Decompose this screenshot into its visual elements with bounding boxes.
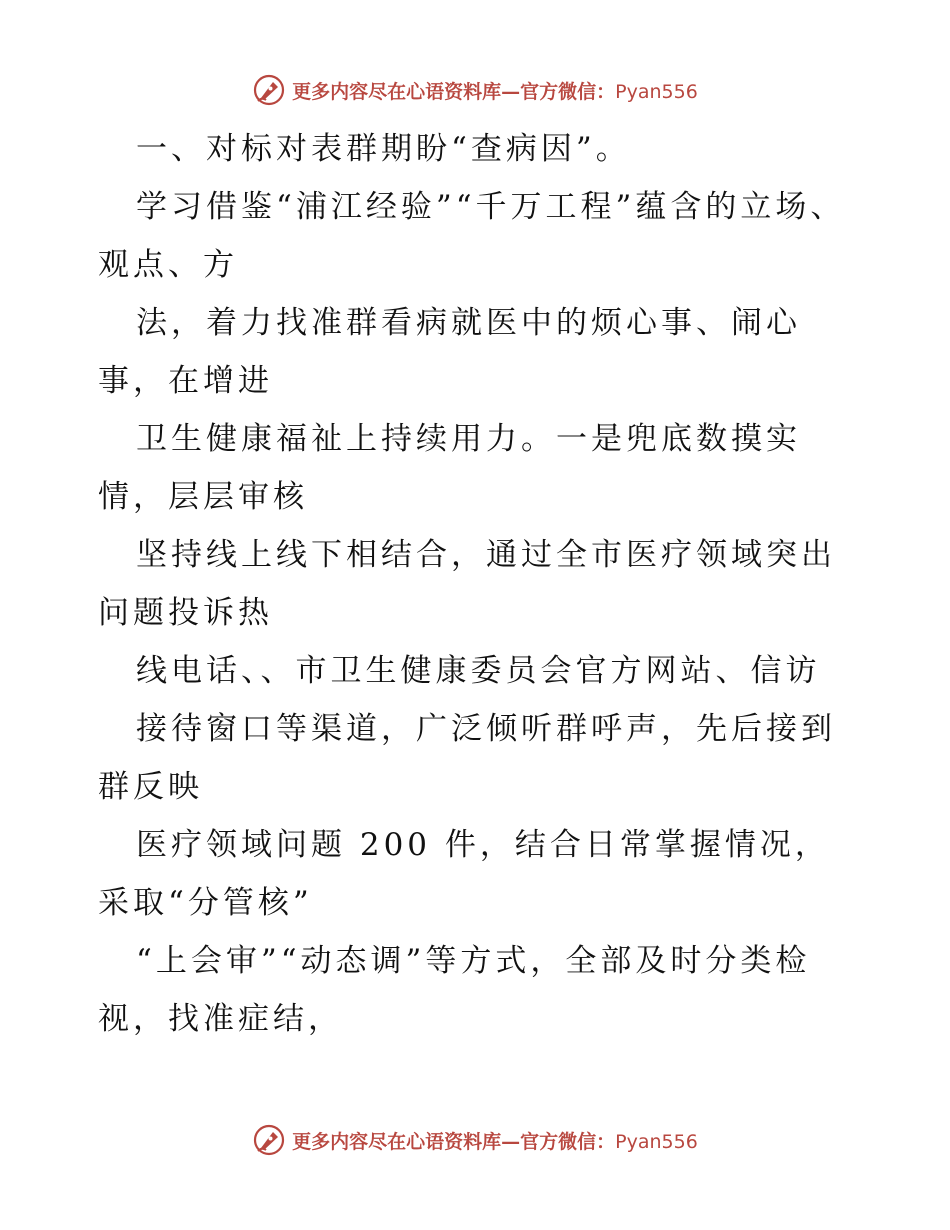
footer-banner-id: Pyan556 [615,1130,698,1153]
paragraph-1: 一、对标对表群期盼“查病因”。 [136,131,631,167]
header-banner-id: Pyan556 [615,80,698,103]
header-banner-inner [252,73,698,107]
header-banner-text [292,77,698,104]
header-banner [0,70,950,110]
paragraph-4: 卫生健康福祉上持续用力。一是兜底数摸实情，层层审核 [98,421,801,515]
document-body [98,120,858,1048]
footer-banner [0,1120,950,1160]
header-banner-label: 更多内容尽在心语资料库—官方微信： [292,80,616,103]
footer-banner-label: 更多内容尽在心语资料库—官方微信： [292,1130,616,1153]
paragraph-8: 医疗领域问题 200 件，结合日常掌握情况，采取“分管核” [98,827,830,921]
footer-banner-inner [252,1123,698,1157]
paragraph-3: 法，着力找准群看病就医中的烦心事、闹心事，在增进 [98,305,801,399]
paragraph-2: 学习借鉴“浦江经验”“千万工程”蕴含的立场、观点、方 [98,189,846,283]
footer-banner-text [292,1127,698,1154]
paragraph-6: 线电话、、市卫生健康委员会官方网站、信访 [136,653,821,689]
paragraph-7: 接待窗口等渠道，广泛倾听群呼声，先后接到群反映 [98,711,836,805]
pen-nib-logo-icon [252,1123,286,1157]
pen-nib-logo-icon [252,73,286,107]
paragraph-9: “上会审”“动态调”等方式，全部及时分类检视，找准症结， [98,943,811,1037]
paragraph-5: 坚持线上线下相结合，通过全市医疗领域突出问题投诉热 [98,537,836,631]
